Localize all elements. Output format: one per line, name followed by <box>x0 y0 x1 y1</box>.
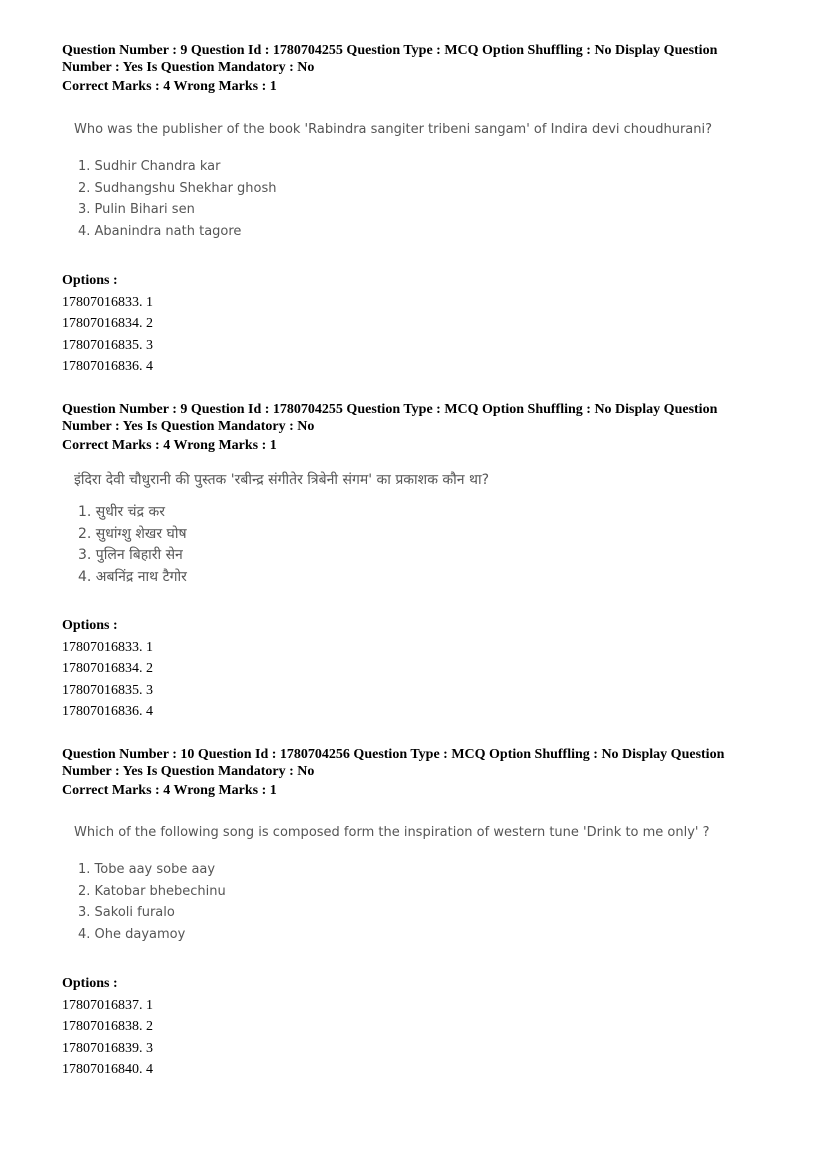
options-block-1 <box>62 272 762 377</box>
question-choice: 2. Sudhangshu Shekhar ghosh <box>78 180 277 196</box>
options-list <box>62 995 762 1080</box>
question-choices <box>78 859 762 945</box>
question-block-1 <box>62 42 762 242</box>
question-header-line-2: Number : Yes Is Question Mandatory : No <box>62 419 315 434</box>
question-image <box>62 825 762 945</box>
options-list <box>62 637 762 722</box>
marks-line: Correct Marks : 4 Wrong Marks : 1 <box>62 783 277 798</box>
question-header-line-1: Question Number : 9 Question Id : 1780704255 Question Type : MCQ Option Shuffling : No Display Question <box>62 43 718 58</box>
question-block-2 <box>62 401 762 588</box>
question-choice: 2. Katobar bhebechinu <box>78 883 226 899</box>
option-item: 17807016836. 4 <box>62 703 153 719</box>
question-choice: 3. पुलिन बिहारी सेन <box>78 547 183 563</box>
question-choice: 3. Pulin Bihari sen <box>78 202 195 217</box>
question-text: Which of the following song is composed form the inspiration of western tune 'Drink to me only' ? <box>74 825 710 840</box>
question-choice: 4. अबनिंद्र नाथ टैगोर <box>78 568 187 585</box>
question-image <box>62 472 762 588</box>
question-header-line-2: Number : Yes Is Question Mandatory : No <box>62 60 315 75</box>
question-choice: 1. Tobe aay sobe aay <box>78 862 216 877</box>
question-choices <box>78 502 762 588</box>
question-choice: 4. Abanindra nath tagore <box>78 223 242 239</box>
option-item: 17807016833. 1 <box>62 640 153 655</box>
question-choice: 2. सुधांग्शु शेखर घोष <box>78 525 187 542</box>
marks-line: Correct Marks : 4 Wrong Marks : 1 <box>62 79 277 94</box>
question-choices <box>78 156 762 242</box>
option-item: 17807016834. 2 <box>62 661 153 677</box>
question-header-line-1: Question Number : 9 Question Id : 1780704255 Question Type : MCQ Option Shuffling : No Display Question <box>62 402 718 417</box>
options-block-2 <box>62 617 762 722</box>
question-text: Who was the publisher of the book 'Rabindra sangiter tribeni sangam' of Indira devi choudhurani? <box>74 122 713 137</box>
option-item: 17807016836. 4 <box>62 358 153 374</box>
marks-line: Correct Marks : 4 Wrong Marks : 1 <box>62 438 277 453</box>
question-choice: 1. Sudhir Chandra kar <box>78 159 221 174</box>
option-item: 17807016833. 1 <box>62 295 153 310</box>
options-label: Options : <box>62 273 118 288</box>
question-block-3 <box>62 746 762 945</box>
option-item: 17807016838. 2 <box>62 1019 153 1035</box>
question-header-line-2: Number : Yes Is Question Mandatory : No <box>62 764 315 779</box>
option-item: 17807016835. 3 <box>62 682 153 698</box>
question-choice: 4. Ohe dayamoy <box>78 926 186 942</box>
option-item: 17807016835. 3 <box>62 337 153 353</box>
options-block-3 <box>62 975 762 1080</box>
option-item: 17807016840. 4 <box>62 1061 153 1077</box>
question-choice: 3. Sakoli furalo <box>78 905 175 920</box>
options-list <box>62 292 762 377</box>
question-choice: 1. सुधीर चंद्र कर <box>78 504 165 520</box>
option-item: 17807016839. 3 <box>62 1040 153 1056</box>
option-item: 17807016837. 1 <box>62 998 153 1013</box>
options-label: Options : <box>62 618 118 633</box>
options-label: Options : <box>62 976 118 991</box>
option-item: 17807016834. 2 <box>62 316 153 332</box>
question-text: इंदिरा देवी चौधुरानी की पुस्तक 'रबीन्द्र संगीतेर त्रिबेनी संगम' का प्रकाशक कौन था? <box>74 472 490 488</box>
question-image <box>62 122 762 242</box>
question-header-line-1: Question Number : 10 Question Id : 1780704256 Question Type : MCQ Option Shuffling : No Display Question <box>62 747 725 762</box>
